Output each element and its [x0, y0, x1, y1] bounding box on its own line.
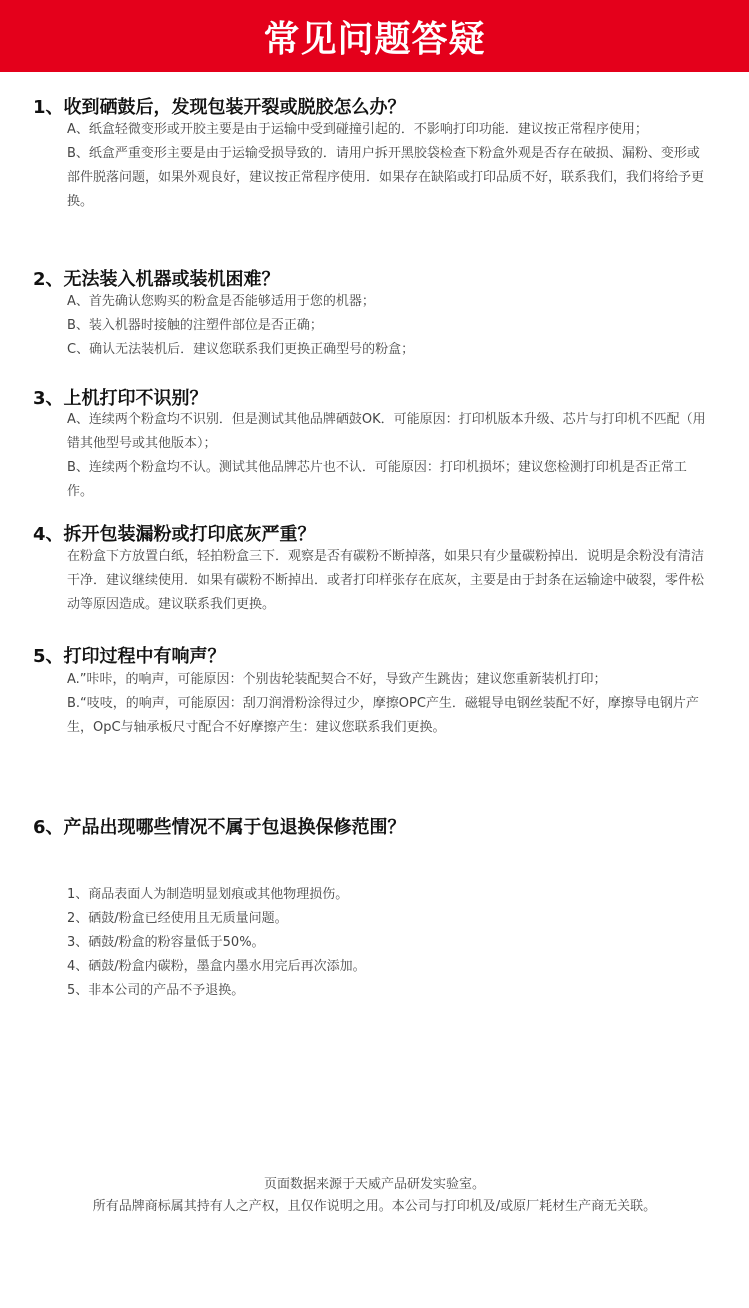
- answer-text: B、纸盒严重变形主要是由于运输受损导致的．请用户拆开黑胶袋检查下粉盒外观是否存在破损、漏粉、变形或部件脱落问题，如果外观良好，建议按正常程序使用．如果存在缺陷或打印品质不好，联系我们，我们将给予更换。: [67, 146, 705, 209]
- answer-block-3: [67, 408, 707, 504]
- answer-text: C、确认无法装机后．建议您联系我们更换正确型号的粉盒；: [67, 342, 415, 357]
- footer-source: 页面数据来源于天威产品研发实验室。: [263, 1177, 485, 1192]
- answer-text: A、纸盒轻微变形或开胶主要是由于运输中受到碰撞引起的．不影响打印功能．建议按正常程序使用；: [67, 122, 648, 137]
- page-title: 常见问题答疑: [263, 18, 486, 60]
- question-4: 4、拆开包装漏粉或打印底灰严重？: [33, 524, 316, 545]
- answer-block-4: [67, 545, 707, 617]
- question-6: 6、产品出现哪些情况不属于包退换保修范围？: [33, 817, 406, 838]
- answer-text: B.“吱吱，的响声，可能原因：刮刀润滑粉涂得过少，摩擦OPC产生．磁辊导电钢丝装配不好，摩擦导电钢片产生，OpC与轴承板尺寸配合不好摩擦产生：建议您联系我们更换。: [67, 696, 699, 735]
- answer-text: B、连续两个粉盒均不认。测试其他品牌芯片也不认．可能原因：打印机损坏；建议您检测打印机是否正常工作。: [67, 460, 687, 499]
- answer-block-5: [67, 668, 707, 740]
- footer-disclaimer: 所有品牌商标属其持有人之产权，且仅作说明之用。本公司与打印机及/或原厂耗材生产商无关联。: [92, 1199, 657, 1214]
- answer-text: A.”咔咔，的响声，可能原因：个别齿轮装配契合不好，导致产生跳齿；建议您重新装机打印；: [67, 672, 607, 687]
- footer: [0, 1174, 749, 1218]
- answer-block-2: [67, 290, 707, 362]
- warranty-list: [67, 883, 707, 1003]
- answer-text: A、首先确认您购买的粉盒是否能够适用于您的机器；: [67, 294, 375, 309]
- question-3: 3、上机打印不识别？: [33, 388, 208, 409]
- list-item: 3、硒鼓/粉盒的粉容量低于50%。: [67, 935, 265, 950]
- answer-text: B、装入机器时接触的注塑件部位是否正确；: [67, 318, 323, 333]
- answer-block-1: [67, 118, 707, 214]
- answer-text: A、连续两个粉盒均不识别．但是测试其他品牌硒鼓OK．可能原因：打印机版本升级、芯片与打印机不匹配（用错其他型号或其他版本）；: [67, 412, 706, 451]
- list-item: 4、硒鼓/粉盒内碳粉，墨盒内墨水用完后再次添加。: [67, 959, 366, 974]
- list-item: 5、非本公司的产品不予退换。: [67, 983, 245, 998]
- list-item: 1、商品表面人为制造明显划痕或其他物理损伤。: [67, 887, 349, 902]
- answer-text: 在粉盒下方放置白纸，轻拍粉盒三下．观察是否有碳粉不断掉落，如果只有少量碳粉掉出．说明是余粉没有清洁干净．建议继续使用．如果有碳粉不断掉出．或者打印样张存在底灰，主要是由于封条在运输途中破裂，零件松动等原因造成。建议联系我们更换。: [67, 549, 705, 612]
- question-1: 1、收到硒鼓后，发现包装开裂或脱胶怎么办？: [33, 97, 406, 118]
- question-2: 2、无法装入机器或装机困难？: [33, 269, 280, 290]
- header-banner: [0, 0, 749, 72]
- list-item: 2、硒鼓/粉盒已经使用且无质量问题。: [67, 911, 288, 926]
- question-5: 5、打印过程中有响声？: [33, 646, 226, 667]
